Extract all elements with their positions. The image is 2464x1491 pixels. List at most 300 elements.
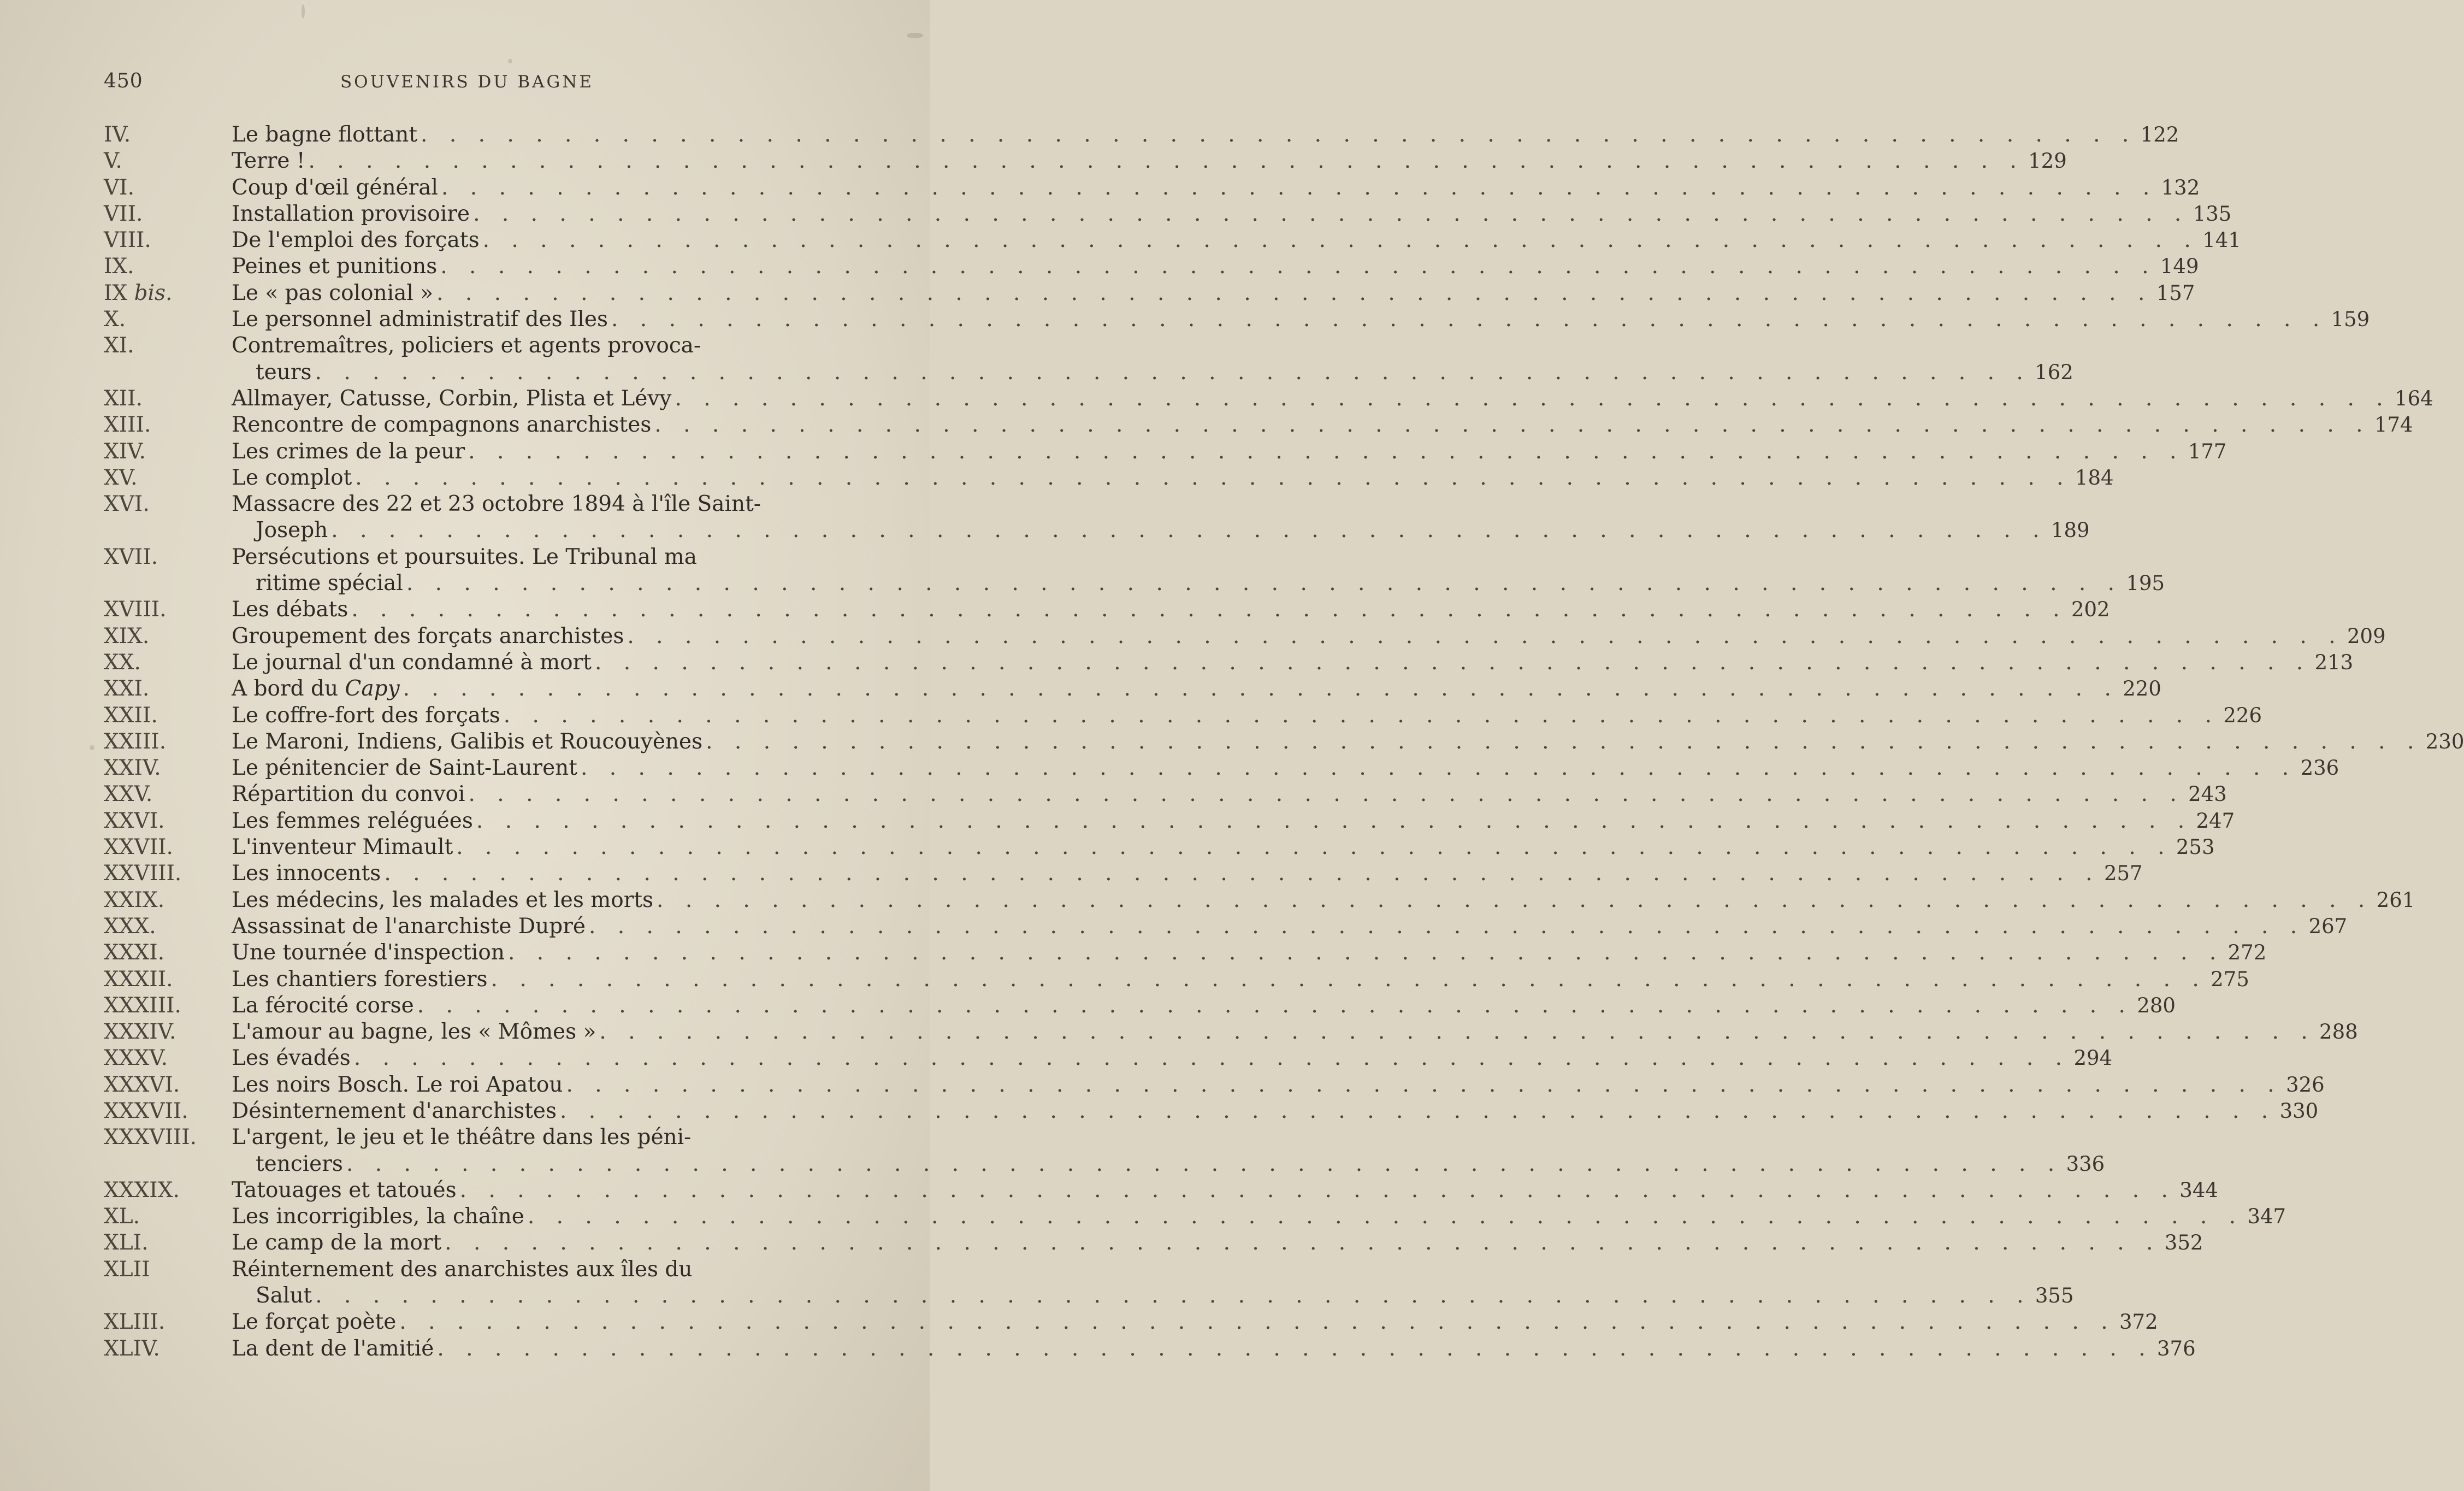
chapter-title: [232, 201, 2232, 227]
chapter-title-line: [232, 122, 2179, 148]
chapter-numeral: XLIII.: [104, 1310, 166, 1335]
toc-entry: [104, 1177, 2218, 1204]
chapter-title-line: [232, 1098, 2319, 1124]
chapter-title-words: Peines et punitions: [232, 254, 438, 279]
chapter-title-line: [232, 729, 2464, 755]
dot-leader: . . . . . . . . . . . . . . . . . . . . . . . . . . . . . . . . . . . . . . . . . . . . . . . . . . . . . . . . . . . .: [441, 175, 2158, 200]
chapter-title-text: [232, 175, 438, 201]
dot-leader: . . . . . . . . . . . . . . . . . . . . . . . . . . . . . . . . . . . . . . . . . . . . . . . . . . . . . . . . . . . .: [308, 149, 2024, 174]
dot-leader: . . . . . . . . . . . . . . . . . . . . . . . . . . . . . . . . . . . . . . . . . . . . . . . . . . . . . . . . . . . .: [675, 386, 2391, 411]
chapter-numeral-suffix: bis.: [134, 280, 173, 305]
chapter-title-words: L'amour au bagne, les « Mômes »: [232, 1019, 596, 1045]
chapter-title: [232, 254, 2199, 280]
toc-entry: [104, 755, 2339, 781]
chapter-title-text: [232, 940, 505, 966]
chapter-title-words: Les incorrigibles, la chaîne: [232, 1204, 524, 1229]
chapter-number: [104, 887, 229, 914]
paper-spot: [907, 33, 923, 38]
chapter-numeral: XLI.: [104, 1230, 149, 1256]
chapter-title-line: [232, 1257, 830, 1283]
chapter-number: [104, 1019, 229, 1045]
chapter-title: [232, 808, 2235, 834]
page-reference: 122: [2140, 123, 2179, 146]
ship-name: Capy: [345, 676, 400, 702]
chapter-title: [232, 1336, 2196, 1362]
chapter-title-words: Le bagne flottant: [232, 122, 418, 147]
toc-entry: [104, 1230, 2203, 1256]
chapter-number: [104, 412, 229, 438]
chapter-title-words: Massacre des 22 et 23 octobre 1894 à l'île Saint-: [232, 492, 761, 517]
chapter-title-text: [232, 887, 653, 914]
chapter-title: [232, 703, 2262, 729]
chapter-title-words: Coup d'œil général: [232, 175, 439, 200]
toc-entry: [104, 808, 2235, 834]
page-reference: 355: [2035, 1284, 2074, 1308]
chapter-title: [232, 1257, 2074, 1310]
toc-entry: [104, 254, 2199, 280]
chapter-numeral: XXVI.: [104, 808, 165, 833]
chapter-title-words: Le personnel administratif des Iles: [232, 307, 608, 332]
chapter-title-text: [232, 755, 577, 781]
chapter-title-words: Les noirs Bosch. Le roi Apatou: [232, 1072, 563, 1097]
chapter-number: [104, 808, 229, 834]
chapter-numeral: XXI.: [104, 676, 150, 702]
chapter-title-words: Le journal d'un condamné à mort: [232, 650, 592, 675]
chapter-title-words: Les innocents: [232, 861, 381, 886]
chapter-number: [104, 1257, 229, 1283]
chapter-title-line: [232, 1177, 2218, 1204]
chapter-title-words: Désinternement d'anarchistes: [232, 1098, 557, 1123]
chapter-numeral: IV.: [104, 122, 131, 147]
chapter-number: [104, 544, 229, 570]
dot-leader: . . . . . . . . . . . . . . . . . . . . . . . . . . . . . . . . . . . . . . . . . . . . . . . . . . . . . . . . . . . .: [399, 1310, 2116, 1335]
chapter-numeral: XVIII.: [104, 597, 167, 622]
toc-entry: [104, 940, 2267, 966]
page-reference: 352: [2164, 1231, 2203, 1255]
chapter-title-text: [256, 1151, 343, 1177]
chapter-number: [104, 1230, 229, 1256]
chapter-title: [232, 597, 2110, 623]
running-head: [104, 70, 830, 97]
toc-entry: [104, 1072, 2325, 1098]
toc-entry: [104, 676, 2161, 702]
toc-entry: [104, 1019, 2358, 1045]
page-reference: 372: [2119, 1310, 2158, 1334]
chapter-title-text: [232, 729, 702, 755]
chapter-numeral: XXXIV.: [104, 1019, 176, 1045]
chapter-title-line: [232, 1309, 2158, 1335]
chapter-title-words: teurs: [256, 360, 312, 385]
dot-leader: . . . . . . . . . . . . . . . . . . . . . . . . . . . . . . . . . . . . . . . . . . . . . . . . . . . . . . . . . . . .: [476, 808, 2193, 833]
chapter-number: [104, 1045, 229, 1071]
chapter-number: [104, 148, 229, 174]
dot-leader: . . . . . . . . . . . . . . . . . . . . . . . . . . . . . . . . . . . . . . . . . . . . . . . . . . . . . . . . . . . .: [611, 307, 2327, 332]
page-reference: 209: [2347, 624, 2386, 648]
chapter-title-text: [232, 1336, 434, 1362]
chapter-numeral: XIII.: [104, 412, 151, 438]
chapter-number: [104, 465, 229, 491]
page-reference: 330: [2279, 1099, 2319, 1123]
chapter-title-words: Une tournée d'inspection: [232, 940, 505, 965]
chapter-title-words: Salut: [256, 1283, 312, 1309]
chapter-title-line: [232, 254, 2199, 280]
chapter-title-line: [232, 1045, 2113, 1071]
chapter-title: [232, 1204, 2286, 1230]
chapter-numeral: X.: [104, 307, 126, 332]
toc-entry: [104, 1257, 2074, 1310]
chapter-number: [104, 227, 229, 254]
toc-entry: [104, 280, 2195, 307]
page-reference: 288: [2319, 1020, 2358, 1044]
toc-entry: [104, 307, 2370, 333]
chapter-title-line: [232, 887, 2415, 914]
page-reference: 236: [2300, 756, 2339, 780]
chapter-numeral: VII.: [104, 201, 143, 226]
chapter-number: [104, 967, 229, 993]
dot-leader: . . . . . . . . . . . . . . . . . . . . . . . . . . . . . . . . . . . . . . . . . . . . . . . . . . . . . . . . . . . .: [459, 1177, 2176, 1203]
page-reference: 243: [2188, 782, 2227, 806]
chapter-numeral: XXX.: [104, 914, 156, 939]
chapter-title-words: Réinternement des anarchistes aux îles du: [232, 1257, 693, 1282]
chapter-title: [232, 1309, 2158, 1335]
chapter-number: [104, 676, 229, 702]
chapter-title-text: [232, 122, 417, 148]
dot-leader: . . . . . . . . . . . . . . . . . . . . . . . . . . . . . . . . . . . . . . . . . . . . . . . . . . . . . . . . . . . .: [353, 1046, 2070, 1071]
toc-entry: [104, 1204, 2286, 1230]
toc-entry: [104, 412, 2413, 438]
chapter-numeral: XXIX.: [104, 887, 165, 912]
chapter-title-line: [232, 280, 2195, 307]
chapter-number: [104, 1204, 229, 1230]
chapter-title-words: La férocité corse: [232, 993, 414, 1018]
chapter-title-words: Le forçat poète: [232, 1310, 397, 1335]
chapter-title-line: [232, 1204, 2286, 1230]
chapter-title-text: [232, 1019, 596, 1045]
chapter-title-line: [232, 1019, 2358, 1045]
toc-entry: [104, 967, 2249, 993]
page-reference: 132: [2161, 175, 2200, 199]
chapter-title-line: [232, 148, 2067, 174]
chapter-title-line: [232, 412, 2413, 438]
page-reference: 280: [2137, 993, 2176, 1017]
toc-entry: [104, 650, 2354, 676]
chapter-number: [104, 781, 229, 808]
chapter-numeral: XXIV.: [104, 756, 161, 781]
chapter-title-words: Installation provisoire: [232, 201, 470, 226]
chapter-title-text: [232, 834, 453, 861]
chapter-title-line: [232, 491, 830, 517]
chapter-title-line: [232, 650, 2354, 676]
chapter-title-line: [232, 1283, 2074, 1309]
dot-leader: . . . . . . . . . . . . . . . . . . . . . . . . . . . . . . . . . . . . . . . . . . . . . . . . . . . . . . . . . . . .: [482, 228, 2199, 253]
chapter-title-words: Le coffre-fort des forçats: [232, 703, 500, 728]
chapter-title-text: [232, 1045, 351, 1071]
chapter-numeral: XVI.: [104, 492, 150, 517]
dot-leader: . . . . . . . . . . . . . . . . . . . . . . . . . . . . . . . . . . . . . . . . . . . . . . . . . . . . . . . . . . . .: [559, 1098, 2276, 1123]
dot-leader: . . . . . . . . . . . . . . . . . . . . . . . . . . . . . . . . . . . . . . . . . . . . . . . . . . . . . . . . . . . .: [331, 518, 2047, 543]
chapter-title-text: [232, 967, 488, 993]
page-reference: 326: [2286, 1072, 2325, 1097]
dot-leader: . . . . . . . . . . . . . . . . . . . . . . . . . . . . . . . . . . . . . . . . . . . . . . . . . . . . . . . . . . . .: [503, 703, 2219, 728]
chapter-title-words: Les femmes reléguées: [232, 808, 473, 833]
dot-leader: . . . . . . . . . . . . . . . . . . . . . . . . . . . . . . . . . . . . . . . . . . . . . . . . . . . . . . . . . . . .: [527, 1204, 2244, 1229]
paper-spot: [90, 745, 94, 750]
chapter-number: [104, 201, 229, 227]
chapter-title-line: [232, 703, 2262, 729]
chapter-title-text: [232, 307, 608, 333]
chapter-title-line: [232, 623, 2386, 650]
dot-leader: . . . . . . . . . . . . . . . . . . . . . . . . . . . . . . . . . . . . . . . . . . . . . . . . . . . . . . . . . . . .: [445, 1230, 2161, 1256]
toc-entry: [104, 993, 2176, 1019]
chapter-title: [232, 676, 2161, 702]
chapter-title-line: [232, 676, 2161, 702]
chapter-title: [232, 1177, 2218, 1204]
chapter-title-line: [232, 333, 830, 359]
dot-leader: . . . . . . . . . . . . . . . . . . . . . . . . . . . . . . . . . . . . . . . . . . . . . . . . . . . . . . . . . . . .: [421, 122, 2137, 147]
chapter-title-words: Rencontre de compagnons anarchistes: [232, 412, 652, 438]
dot-leader: . . . . . . . . . . . . . . . . . . . . . . . . . . . . . . . . . . . . . . . . . . . . . . . . . . . . . . . . . . . .: [403, 676, 2119, 702]
page-reference: 195: [2126, 571, 2165, 596]
toc-entry: [104, 122, 2179, 148]
page-reference: 213: [2314, 650, 2354, 674]
chapter-title: [232, 412, 2413, 438]
chapter-title-line: [232, 755, 2339, 781]
dot-leader: . . . . . . . . . . . . . . . . . . . . . . . . . . . . . . . . . . . . . . . . . . . . . . . . . . . . . . . . . . . .: [627, 623, 2343, 649]
chapter-number: [104, 623, 229, 650]
chapter-title-line: [232, 439, 2227, 465]
chapter-title: [232, 755, 2339, 781]
chapter-title-words: Le camp de la mort: [232, 1230, 442, 1256]
chapter-numeral: VIII.: [104, 228, 151, 253]
chapter-title-text: [232, 703, 500, 729]
toc-entry: [104, 1336, 2196, 1362]
chapter-title-text: [232, 148, 305, 174]
chapter-title-text: [232, 1204, 524, 1230]
chapter-title-words: L'argent, le jeu et le théâtre dans les péni-: [232, 1125, 692, 1150]
chapter-title-text: [232, 808, 473, 834]
chapter-title-words: Le complot: [232, 465, 352, 490]
chapter-title-text: [232, 386, 671, 412]
chapter-title: [232, 307, 2370, 333]
chapter-title-words: Le « pas colonial »: [232, 280, 434, 305]
chapter-title-words: Tatouages et tatoués: [232, 1177, 457, 1203]
chapter-title-line: [232, 834, 2215, 861]
chapter-title-words: tenciers: [256, 1151, 343, 1176]
toc-entry: [104, 887, 2415, 914]
chapter-title-words: Les médecins, les malades et les morts: [232, 887, 654, 912]
chapter-number: [104, 703, 229, 729]
page-reference: 294: [2073, 1046, 2113, 1070]
chapter-number: [104, 122, 229, 148]
chapter-title-text: [232, 412, 651, 438]
chapter-title-line: [232, 201, 2232, 227]
toc-entry: [104, 544, 2165, 597]
dot-leader: . . . . . . . . . . . . . . . . . . . . . . . . . . . . . . . . . . . . . . . . . . . . . . . . . . . . . . . . . . . .: [436, 280, 2153, 305]
toc-entry: [104, 227, 2241, 254]
chapter-title-words: Assassinat de l'anarchiste Dupré: [232, 914, 586, 939]
chapter-numeral: XXXVII.: [104, 1098, 188, 1123]
chapter-title-text: [232, 597, 348, 623]
chapter-numeral: XV.: [104, 465, 138, 490]
toc-entry: [104, 333, 2073, 386]
chapter-title: [232, 227, 2241, 254]
toc-entry: [104, 597, 2110, 623]
chapter-title-text: [232, 254, 437, 280]
chapter-title-words: La dent de l'amitié: [232, 1336, 434, 1361]
running-title: SOUVENIRS DU BAGNE: [340, 72, 594, 92]
chapter-title-text: [232, 465, 352, 491]
page-reference: 347: [2247, 1205, 2286, 1229]
chapter-title-line: [232, 1151, 2105, 1177]
chapter-title-line: [232, 993, 2176, 1019]
table-of-contents: [104, 122, 2464, 1362]
chapter-title-words: Les débats: [232, 597, 348, 622]
page-reference: 253: [2176, 835, 2215, 859]
chapter-numeral: XI.: [104, 333, 134, 358]
chapter-title: [232, 1098, 2319, 1124]
chapter-number: [104, 1309, 229, 1335]
page-reference: 272: [2227, 941, 2267, 965]
dot-leader: . . . . . . . . . . . . . . . . . . . . . . . . . . . . . . . . . . . . . . . . . . . . . . . . . . . . . . . . . . . .: [351, 597, 2067, 622]
page-reference: 149: [2160, 255, 2199, 279]
chapter-title-text: [256, 1283, 312, 1309]
chapter-title-text: [232, 676, 400, 702]
page-reference: 174: [2374, 413, 2413, 437]
page-reference: 129: [2028, 149, 2067, 173]
chapter-numeral: XXXII.: [104, 967, 173, 992]
chapter-number: [104, 175, 229, 201]
chapter-title-text: [232, 1230, 441, 1256]
toc-entry: [104, 1045, 2113, 1071]
dot-leader: . . . . . . . . . . . . . . . . . . . . . . . . . . . . . . . . . . . . . . . . . . . . . . . . . . . . . . . . . . . .: [315, 1283, 2031, 1309]
paper-spot: [508, 59, 512, 63]
chapter-title-text: [232, 280, 433, 307]
chapter-title: [232, 650, 2354, 676]
chapter-title: [232, 544, 2165, 597]
chapter-title: [232, 993, 2176, 1019]
toc-entry: [104, 781, 2227, 808]
chapter-title-text: [232, 914, 586, 940]
chapter-title: [232, 122, 2179, 148]
toc-entry: [104, 148, 2067, 174]
chapter-title: [232, 439, 2227, 465]
chapter-numeral: XII.: [104, 386, 143, 411]
chapter-number: [104, 439, 229, 465]
toc-entry: [104, 834, 2215, 861]
dot-leader: . . . . . . . . . . . . . . . . . . . . . . . . . . . . . . . . . . . . . . . . . . . . . . . . . . . . . . . . . . . .: [468, 439, 2184, 464]
chapter-title-line: [232, 861, 2143, 887]
chapter-title-words: A bord du: [232, 676, 339, 702]
chapter-numeral: XXXIX.: [104, 1177, 180, 1203]
page-reference: 177: [2188, 439, 2227, 463]
chapter-title-text: [232, 227, 480, 254]
dot-leader: . . . . . . . . . . . . . . . . . . . . . . . . . . . . . . . . . . . . . . . . . . . . . . . . . . . . . . . . . . . .: [384, 861, 2100, 886]
toc-entry: [104, 914, 2348, 940]
chapter-title-text: [232, 861, 381, 887]
chapter-title-line: [232, 386, 2433, 412]
chapter-number: [104, 254, 229, 280]
chapter-title-words: Allmayer, Catusse, Corbin, Plista et Lévy: [232, 386, 672, 411]
page-reference: 162: [2035, 360, 2073, 384]
chapter-numeral: VI.: [104, 175, 134, 200]
chapter-number: [104, 834, 229, 861]
dot-leader: . . . . . . . . . . . . . . . . . . . . . . . . . . . . . . . . . . . . . . . . . . . . . . . . . . . . . . . . . . . .: [507, 940, 2224, 965]
page-reference: 189: [2051, 518, 2090, 543]
page-reference: 376: [2156, 1336, 2196, 1360]
chapter-title-line: [232, 1124, 830, 1151]
dot-leader: . . . . . . . . . . . . . . . . . . . . . . . . . . . . . . . . . . . . . . . . . . . . . . . . . . . . . . . . . . . .: [456, 835, 2172, 860]
chapter-numeral: XXXIII.: [104, 993, 181, 1018]
chapter-title: [232, 861, 2143, 887]
chapter-title-line: [232, 940, 2267, 966]
chapter-title-line: [232, 227, 2241, 254]
chapter-title-words: De l'emploi des forçats: [232, 228, 480, 253]
chapter-title-line: [232, 360, 2073, 386]
chapter-numeral: XIV.: [104, 439, 146, 464]
chapter-numeral: XVII.: [104, 544, 158, 569]
chapter-title: [232, 887, 2415, 914]
chapter-numeral: XXII.: [104, 703, 158, 728]
chapter-number: [104, 333, 229, 359]
chapter-title-text: [232, 993, 414, 1019]
chapter-number: [104, 914, 229, 940]
toc-entry: [104, 439, 2227, 465]
page-reference: 336: [2066, 1152, 2105, 1176]
chapter-numeral: XX.: [104, 650, 141, 675]
chapter-title-text: [232, 1177, 457, 1204]
chapter-numeral: XLII: [104, 1257, 150, 1282]
dot-leader: . . . . . . . . . . . . . . . . . . . . . . . . . . . . . . . . . . . . . . . . . . . . . . . . . . . . . . . . . . . .: [654, 412, 2371, 438]
chapter-title-words: Le Maroni, Indiens, Galibis et Roucouyènes: [232, 729, 703, 754]
page-reference: 135: [2193, 202, 2232, 226]
dot-leader: . . . . . . . . . . . . . . . . . . . . . . . . . . . . . . . . . . . . . . . . . . . . . . . . . . . . . . . . . . . .: [588, 914, 2305, 939]
chapter-title-text: [232, 1309, 396, 1335]
dot-leader: . . . . . . . . . . . . . . . . . . . . . . . . . . . . . . . . . . . . . . . . . . . . . . . . . . . . . . . . . . . .: [657, 887, 2373, 912]
paper-spot: [302, 4, 305, 19]
chapter-title: [232, 465, 2114, 491]
chapter-title: [232, 914, 2348, 940]
chapter-numeral: XIX.: [104, 623, 150, 649]
chapter-numeral: XXXI.: [104, 940, 165, 965]
chapter-title-line: [232, 307, 2370, 333]
chapter-title-line: [232, 465, 2114, 491]
chapter-number: [104, 491, 229, 517]
dot-leader: . . . . . . . . . . . . . . . . . . . . . . . . . . . . . . . . . . . . . . . . . . . . . . . . . . . . . . . . . . . .: [580, 756, 2297, 781]
dot-leader: . . . . . . . . . . . . . . . . . . . . . . . . . . . . . . . . . . . . . . . . . . . . . . . . . . . . . . . . . . . .: [599, 1019, 2315, 1045]
toc-entry: [104, 861, 2143, 887]
toc-entry: [104, 491, 2090, 544]
chapter-title: [232, 1230, 2203, 1256]
page-reference: 157: [2156, 281, 2195, 305]
chapter-number: [104, 1072, 229, 1098]
chapter-numeral: XXXVI.: [104, 1072, 180, 1097]
chapter-title: [232, 491, 2090, 544]
chapter-number: [104, 1098, 229, 1124]
chapter-title: [232, 386, 2433, 412]
chapter-title-text: [256, 570, 403, 597]
chapter-number: [104, 280, 229, 307]
chapter-number: [104, 940, 229, 966]
chapter-title-words: Les évadés: [232, 1046, 351, 1071]
chapter-numeral: XXVIII.: [104, 861, 182, 886]
chapter-title: [232, 1124, 2105, 1177]
chapter-numeral: XXXV.: [104, 1046, 168, 1071]
page-reference: 257: [2103, 862, 2143, 886]
toc-entry: [104, 386, 2433, 412]
chapter-numeral: IX.: [104, 254, 134, 279]
chapter-title-line: [232, 1230, 2203, 1256]
toc-entry: [104, 1098, 2319, 1124]
